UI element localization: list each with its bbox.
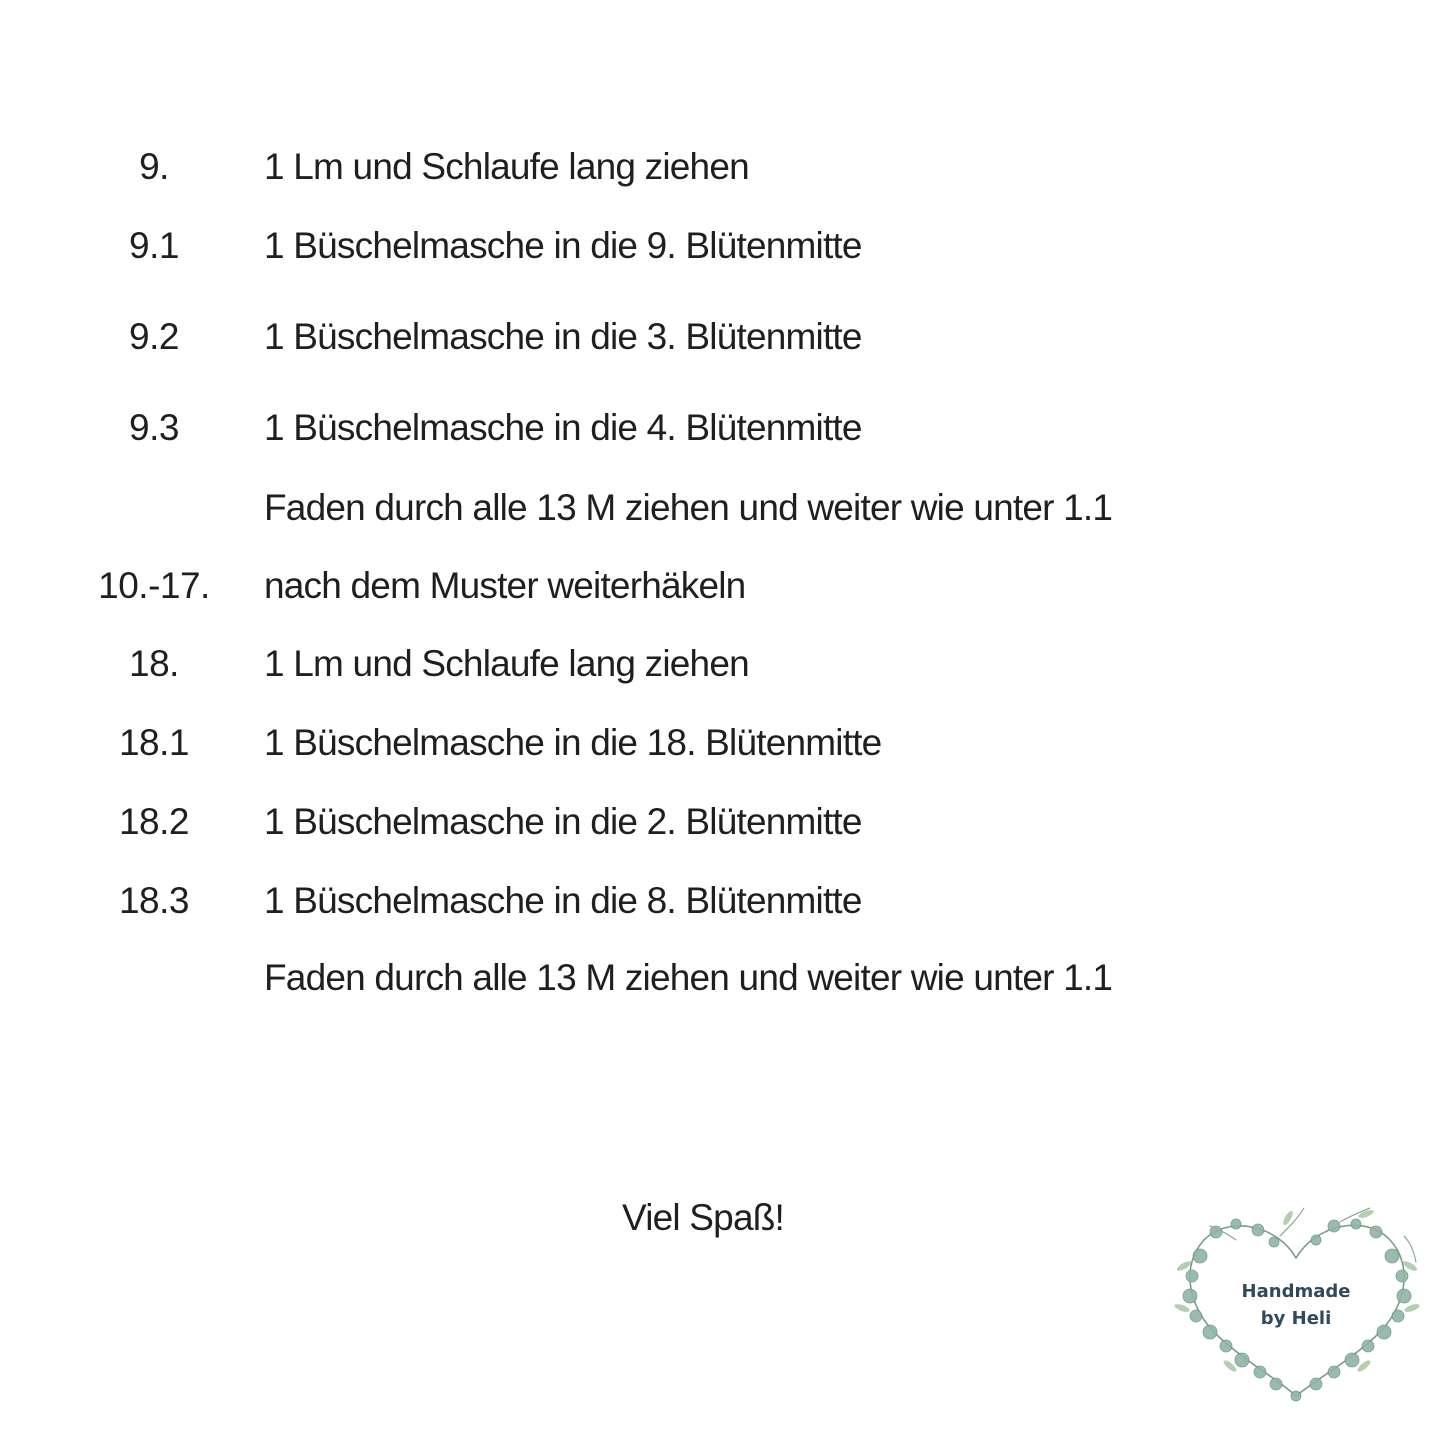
logo-text-line2: by Heli [1260,1308,1332,1329]
step-text: 1 Lm und Schlaufe lang ziehen [264,146,749,187]
step-number: 9.2 [129,316,179,357]
closing-text: Viel Spaß! [621,1197,785,1238]
step-row [0,483,1440,533]
step-text: Faden durch alle 13 M ziehen und weiter wie unter 1.1 [264,487,1113,528]
step-text: 1 Büschelmasche in die 8. Blütenmitte [264,880,862,921]
step-number: 18.3 [118,880,189,921]
step-number: 10.-17. [98,565,210,606]
step-text: 1 Lm und Schlaufe lang ziehen [264,643,749,684]
step-text: nach dem Muster weiterhäkeln [264,565,746,606]
step-row [0,953,1440,1003]
step-number [60,483,248,533]
step-text: 1 Büschelmasche in die 2. Blütenmitte [264,801,862,842]
step-number: 18. [129,643,179,684]
step-number: 9.3 [129,407,179,448]
step-row [0,876,1440,926]
step-row [0,561,1440,611]
step-number [60,953,248,1003]
step-row [0,221,1440,271]
step-row [0,403,1440,453]
step-text: 1 Büschelmasche in die 18. Blütenmitte [264,722,882,763]
step-row [0,142,1440,192]
step-row [0,797,1440,847]
step-text: 1 Büschelmasche in die 9. Blütenmitte [264,225,862,266]
step-text: 1 Büschelmasche in die 3. Blütenmitte [264,316,862,357]
step-text: Faden durch alle 13 M ziehen und weiter wie unter 1.1 [264,957,1113,998]
step-text: 1 Büschelmasche in die 4. Blütenmitte [264,407,862,448]
step-number: 18.1 [118,722,189,763]
step-row [0,312,1440,362]
step-number: 9.1 [129,225,179,266]
step-number: 9. [139,146,169,187]
step-row [0,639,1440,689]
step-row [0,718,1440,768]
step-number: 18.2 [118,801,189,842]
logo-text-line1: Handmade [1241,1281,1351,1302]
